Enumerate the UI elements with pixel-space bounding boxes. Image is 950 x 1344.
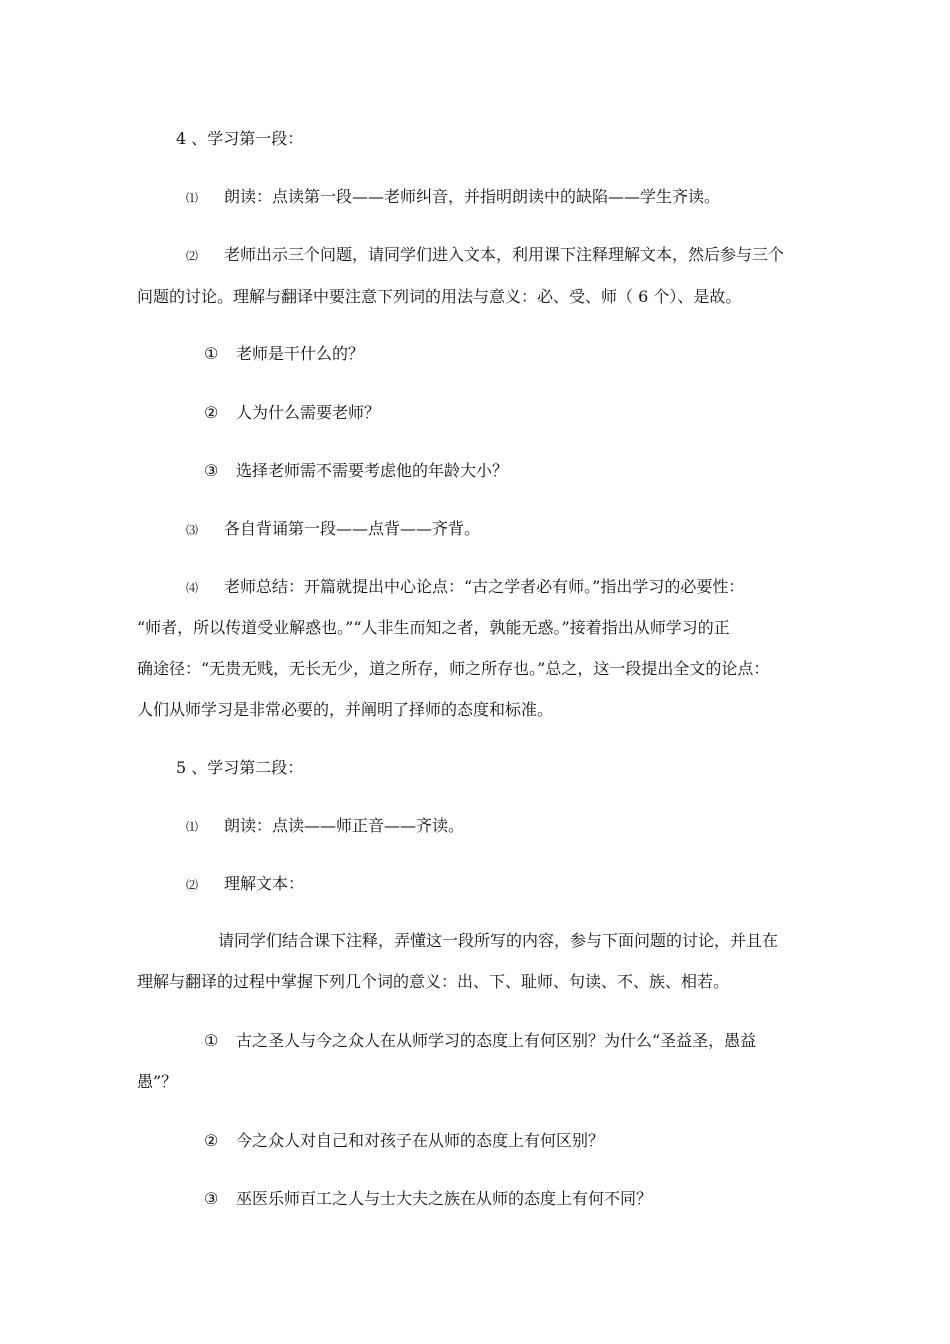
paren-number-1: ⑴ <box>186 191 199 205</box>
sec5-body-line1: 请同学们结合课下注释，弄懂这一段所写的内容，参与下面问题的讨论，并且在 <box>218 931 779 950</box>
item-text: 理解文本： <box>224 874 305 893</box>
paren-number-2: ⑵ <box>186 249 199 263</box>
item-text: 老师总结：开篇就提出中心论点：“古之学者必有师。”指出学习的必要性： <box>224 577 745 596</box>
item-4-line4: 人们从师学习是非常必要的，并阐明了择师的态度和标准。 <box>137 700 554 719</box>
circled-number-3: ③ <box>204 461 219 480</box>
sec5-question-2 <box>204 1130 604 1152</box>
question-2 <box>204 402 380 424</box>
question-3 <box>204 460 508 482</box>
sec5-item-1 <box>186 815 464 838</box>
circled-number-2: ② <box>204 1131 219 1150</box>
question-text: 巫医乐师百工之人与士大夫之族在从师的态度上有何不同？ <box>236 1189 653 1208</box>
question-1 <box>204 343 364 365</box>
section-4-heading: 4 、学习第一段： <box>176 129 304 148</box>
question-text: 人为什么需要老师？ <box>236 403 381 422</box>
item-3-recite <box>186 518 480 541</box>
sec5-question-1-line2: 愚”？ <box>137 1072 178 1091</box>
question-text: 选择老师需不需要考虑他的年龄大小？ <box>236 461 509 480</box>
circled-number-2: ② <box>204 403 219 422</box>
item-4-line1 <box>186 576 744 599</box>
sec5-question-3 <box>204 1188 652 1210</box>
item-text: 朗读：点读——师正音——齐读。 <box>224 816 465 835</box>
item-2-line2: 问题的讨论。理解与翻译中要注意下列词的用法与意义：必、受、师（ 6 个）、是故。 <box>137 287 742 306</box>
paren-number-3: ⑶ <box>186 523 199 537</box>
sec5-question-1-line1 <box>204 1030 756 1052</box>
paren-number-2: ⑵ <box>186 878 199 892</box>
section-5-heading: 5 、学习第二段： <box>176 758 304 777</box>
item-1-reading <box>186 186 720 209</box>
question-text: 老师是干什么的？ <box>236 344 365 363</box>
item-text: 老师出示三个问题，请同学们进入文本，利用课下注释理解文本，然后参与三个 <box>224 245 785 264</box>
item-text: 朗读：点读第一段——老师纠音，并指明朗读中的缺陷——学生齐读。 <box>224 187 721 206</box>
item-4-line3: 确途径：“无贵无贱，无长无少，道之所存，师之所存也。”总之，这一段提出全文的论点： <box>137 659 770 678</box>
paren-number-4: ⑷ <box>186 581 199 595</box>
sec5-body-line2: 理解与翻译的过程中掌握下列几个词的意义：出、下、耻师、句读、不、族、相若。 <box>137 972 730 991</box>
circled-number-3: ③ <box>204 1189 219 1208</box>
circled-number-1: ① <box>204 1031 219 1050</box>
item-text: 各自背诵第一段——点背——齐背。 <box>224 519 481 538</box>
question-text: 今之众人对自己和对孩子在从师的态度上有何区别？ <box>236 1131 605 1150</box>
circled-number-1: ① <box>204 344 219 363</box>
sec5-item-2 <box>186 873 304 896</box>
item-2-line1 <box>186 244 784 267</box>
paren-number-1: ⑴ <box>186 820 199 834</box>
question-text: 古之圣人与今之众人在从师学习的态度上有何区别？为什么“圣益圣，愚益 <box>236 1031 757 1050</box>
item-4-line2: “师者，所以传道受业解惑也。”“人非生而知之者，孰能无惑。”接着指出从师学习的正 <box>137 618 730 637</box>
